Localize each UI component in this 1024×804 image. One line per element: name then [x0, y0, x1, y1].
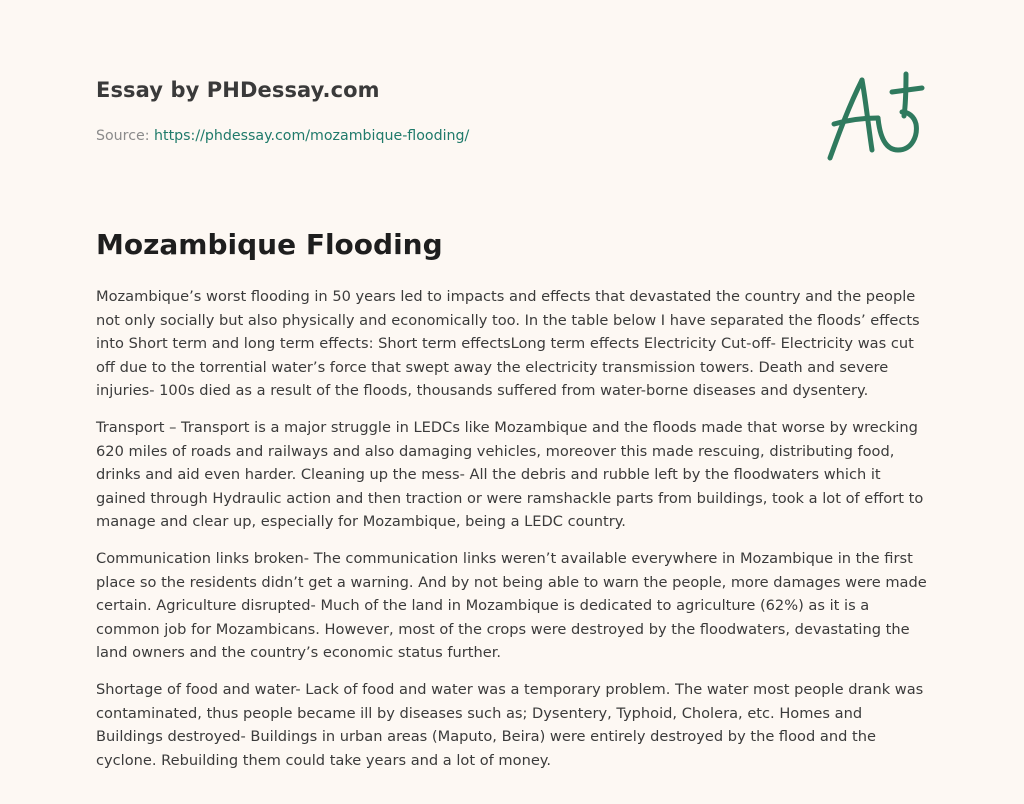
- essay-paragraph: Shortage of food and water- Lack of food and water was a temporary problem. The water most people drank was contaminated, thus people became ill by diseases such as; Dysentery, Typhoid, Cholera, etc. Homes and Buildings destroyed- Buildings in urban areas (Maputo, Beira) were entirely destroyed by the flood and the cyclone. Rebuilding them could take years and a lot of money.: [96, 680, 924, 769]
- source-label: Source:: [96, 128, 150, 144]
- essay-paragraph: Transport – Transport is a major struggle in LEDCs like Mozambique and the floods made that worse by wrecking 620 miles of roads and railways and also damaging vehicles, moreover this made rescuing, distributing food, drinks and aid even harder. Cleaning up the mess- All the debris and rubble left by the floodwaters which it gained through Hydraulic action and then traction or were ramshackle parts from buildings, took a lot of effort to manage and clear up, especially for Mozambique, being a LEDC country.: [96, 418, 924, 531]
- essay-body: [96, 285, 930, 785]
- site-title: Essay by PHDessay.com: [96, 78, 380, 102]
- a-plus-grade-logo-icon: [822, 66, 932, 166]
- source-line: [96, 126, 796, 146]
- source-link[interactable]: https://phdessay.com/mozambique-flooding/: [154, 128, 470, 144]
- essay-title: Mozambique Flooding: [96, 228, 443, 261]
- page-header: [96, 76, 796, 146]
- essay-paragraph: Communication links broken- The communication links weren’t available everywhere in Mozambique in the first place so the residents didn’t get a warning. And by not being able to warn the people, more damages were made certain. Agriculture disrupted- Much of the land in Mozambique is dedicated to agriculture (62%) as it is a common job for Mozambicans. However, most of the crops were destroyed by the floodwaters, devastating the land owners and the country’s economic status further.: [96, 549, 927, 662]
- essay-paragraph: Mozambique’s worst flooding in 50 years led to impacts and effects that devastated the country and the people not only socially but also physically and economically too. In the table below I have separated the floods’ effects into Short term and long term effects: Short term effectsLong term effects Electricity Cut-off- Electricity was cut off due to the torrential water’s force that swept away the electricity transmission towers. Death and severe injuries- 100s died as a result of the floods, thousands suffered from water-borne diseases and dysentery.: [96, 288, 920, 400]
